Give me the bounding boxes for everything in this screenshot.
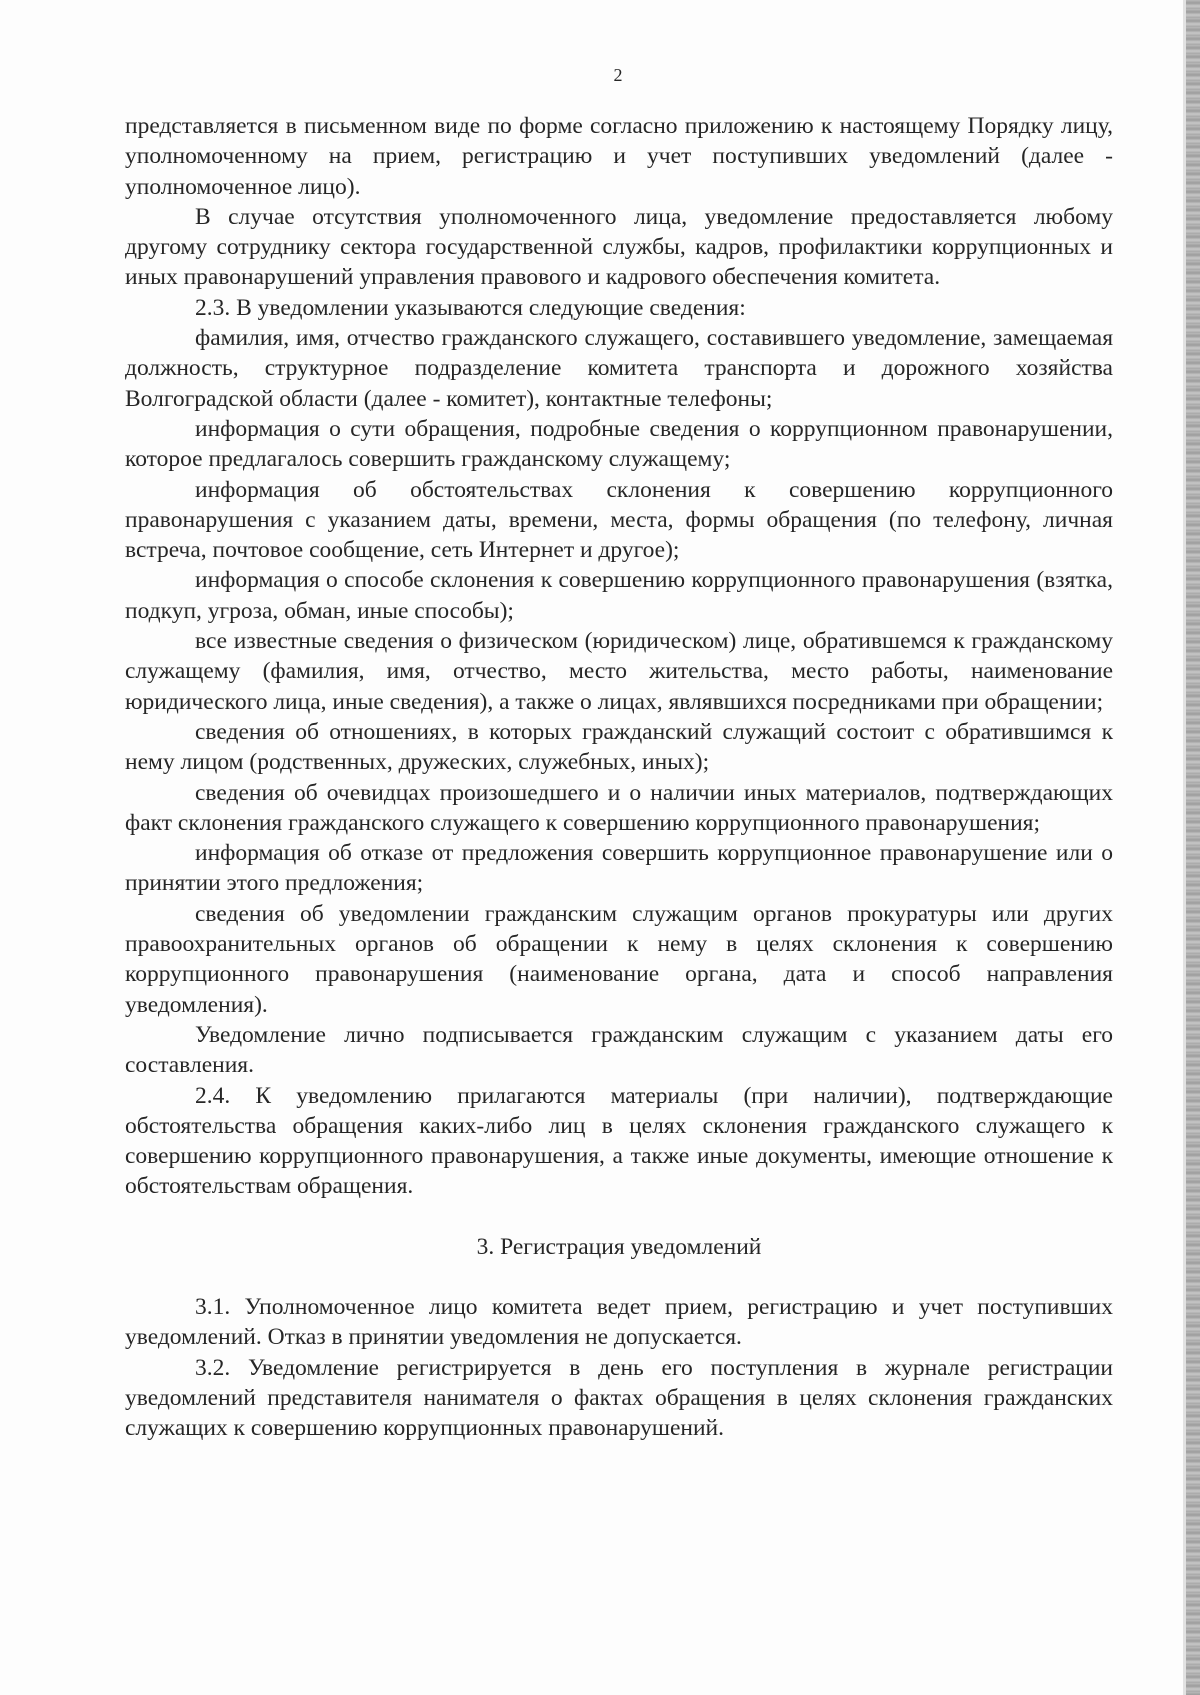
scan-edge (1186, 0, 1200, 1695)
paragraph-3-1: 3.1. Уполномоченное лицо комитета ведет прием, регистрацию и учет поступивших уведомлений. Отказ в принятии уведомления не допускается. (125, 1293, 1113, 1351)
paragraph-2-4: 2.4. К уведомлению прилагаются материалы (при наличии), подтверждающие обстоятельства обращения каких-либо лиц в целях склонения гражданского служащего к совершению коррупционного правонарушения, а также иные документы, имеющие отношение к обстоятельствам обращения. (125, 1082, 1113, 1200)
document-body (125, 111, 1113, 1443)
paragraph-continuation: представляется в письменном виде по форме согласно приложению к настоящему Порядку лицу, уполномоченному на прием, регистрацию и учет поступивших уведомлений (далее - уполномоченное лицо). (125, 113, 1113, 200)
paragraph-3-2: 3.2. Уведомление регистрируется в день его поступления в журнале регистрации уведомлений представителя нанимателя о фактах обращения в целях склонения гражданских служащих к совершению коррупционных правонарушений. (125, 1354, 1113, 1442)
list-item-relations: сведения об отношениях, в которых гражданский служащий состоит с обратившимся к нему лицом (родственных, дружеских, служебных, иных); (125, 718, 1113, 776)
list-item-name-position: фамилия, имя, отчество гражданского служащего, составившего уведомление, замещаемая должность, структурное подразделение комитета транспорта и дорожного хозяйства Волгоградской области (далее - комитет), контактные телефоны; (125, 325, 1113, 412)
list-item-refusal: информация об отказе от предложения совершить коррупционное правонарушение или о принятии этого предложения; (125, 840, 1113, 897)
list-item-appeal-essence: информация о сути обращения, подробные сведения о коррупционном правонарушении, которое предлагалось совершить гражданскому служащему; (125, 415, 1113, 473)
page-number: 2 (613, 65, 623, 85)
paragraph-signature: Уведомление лично подписывается гражданским служащим с указанием даты его составления. (125, 1021, 1113, 1079)
section-heading: 3. Регистрация уведомлений (476, 1233, 762, 1260)
paragraph-2-3: 2.3. В уведомлении указываются следующие сведения: (195, 294, 746, 321)
list-item-prosecutor-notice: сведения об уведомлении гражданским служащим органов прокуратуры или других правоохранительных органов об обращении к нему в целях склонения к совершению коррупционного правонарушения (наименование органа, дата и способ направления уведомления). (125, 900, 1113, 1018)
list-item-circumstances: информация об обстоятельствах склонения к совершению коррупционного правонарушения с указанием даты, времени, места, формы обращения (по телефону, личная встреча, почтовое сообщение, сеть Интернет и другое); (125, 476, 1113, 564)
list-item-witnesses: сведения об очевидцах произошедшего и о наличии иных материалов, подтверждающих факт склонения гражданского служащего к совершению коррупционного правонарушения; (125, 779, 1113, 836)
paragraph-absent-official: В случае отсутствия уполномоченного лица, уведомление предоставляется любому другому сотруднику сектора государственной службы, кадров, профилактики коррупционных и иных правонарушений управления правового и кадрового обеспечения комитета. (125, 203, 1113, 291)
list-item-method: информация о способе склонения к совершению коррупционного правонарушения (взятка, подкуп, угроза, обман, иные способы); (125, 567, 1113, 624)
list-item-person-info: все известные сведения о физическом (юридическом) лице, обратившемся к гражданскому служащему (фамилия, имя, отчество, место жительства, место работы, наименование юридического лица, иные сведения), а также о лицах, являвшихся посредниками при обращении; (125, 628, 1113, 715)
